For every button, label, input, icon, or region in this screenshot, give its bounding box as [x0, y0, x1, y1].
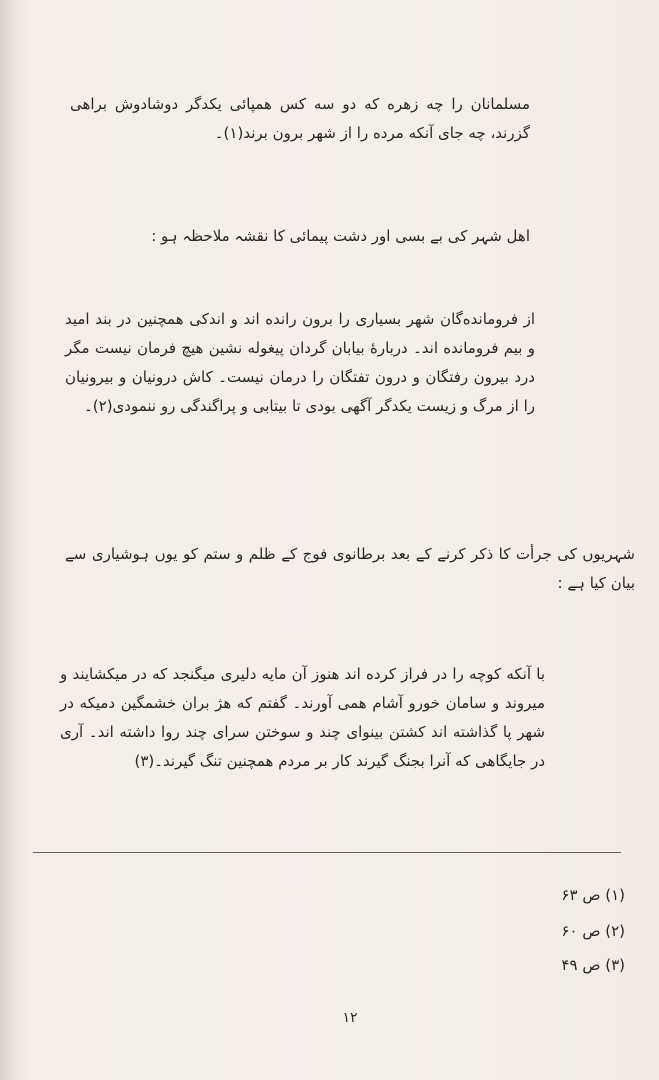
persian-quote-1: [70, 90, 530, 148]
page-binding-edge: [0, 0, 18, 1080]
paragraph-text: شہریوں کی جرأت کا ذکر کرنے کے بعد برطانوی فوج کے ظلم و ستم کو یوں ہوشیاری سے بیان کیا ہے :: [65, 545, 635, 592]
page-number: ۱۲: [342, 1010, 358, 1026]
urdu-commentary-2: [65, 540, 635, 598]
footnote-2: (۲) ص ۶۰: [561, 922, 625, 940]
persian-quote-2: [65, 305, 535, 421]
paragraph-text: مسلمانان را چه زهره که دو سه کس همپائی یکدگر دوشادوش براهی گزرند، چه جای آنکه مرده را از شهر برون برند(۱)۔: [70, 95, 530, 142]
urdu-commentary-1: [90, 222, 530, 251]
persian-quote-3: [60, 660, 545, 776]
footnote-divider: [33, 852, 621, 853]
footnote-3: (۳) ص ۴۹: [561, 956, 625, 974]
footnote-1: (۱) ص ۶۳: [561, 886, 625, 904]
paragraph-text: با آنکه کوچه را در فراز کرده اند هنوز آن مایه دلیری میگنجد که در میکشایند و میروند و سامان خورو آشام همی آورند۔ گفتم که هژ بران خشمگین دمیکه در شهر پا گذاشته اند کشتن بینوای چند و سوختن سرای چند روا داشته اند۔ آری در جایگاهی که آنرا بجنگ گیرند کار بر مردم همچنین تنگ گیرند۔(۳): [60, 665, 545, 770]
paragraph-text: از فرومانده‌گان شهر بسیاری را برون رانده اند و اندکی همچنین در بند امید و بیم فرومانده اند۔ دربارهٔ بیابان گردان پیغوله نشین هیچ فرمان نیست مگر درد بیرون رفتگان و درون تفتگان را درمان نیست۔ کاش درونیان و بیرونیان را از مرگ و زیست یکدگر آگهی بودی تا بیتابی و پراگندگی رو ننمودی(۲)۔: [65, 310, 535, 415]
paragraph-text: اهل شہر کی بے بسی اور دشت پیمائی کا نقشہ ملاحظہ ہو :: [151, 227, 530, 245]
